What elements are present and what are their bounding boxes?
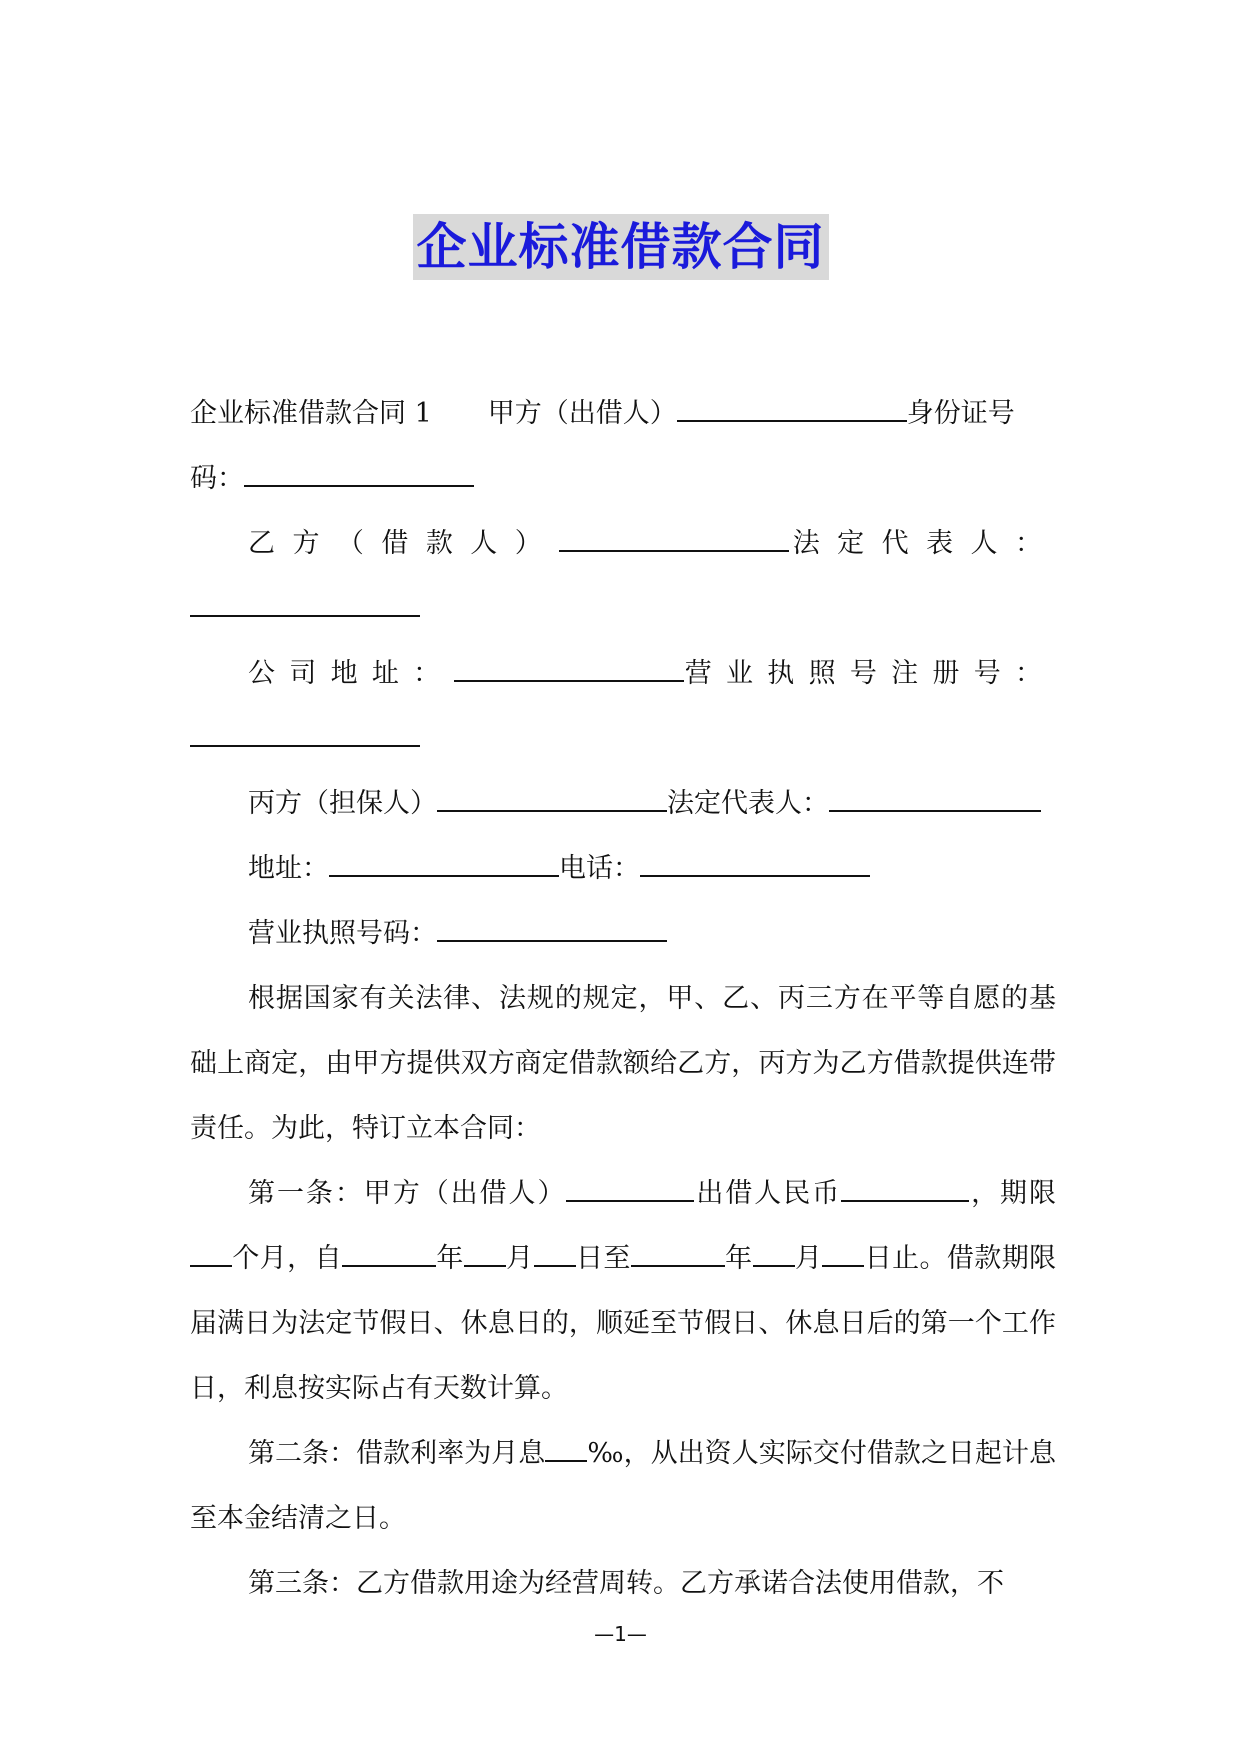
id-number-label-end: 码： bbox=[190, 463, 244, 494]
article-1-text: 年 bbox=[435, 1243, 464, 1274]
article-1-text: 个月，自 bbox=[232, 1243, 342, 1274]
months-blank[interactable] bbox=[190, 1243, 232, 1267]
article-1 bbox=[190, 1161, 1056, 1421]
party-a-name-blank[interactable] bbox=[677, 398, 907, 422]
article-2-text: ‰，从出资人实际交付借款之日起计息至本金结清之日。 bbox=[190, 1438, 1057, 1534]
party-c-label: 丙方（担保人） bbox=[248, 788, 437, 819]
page-number: —1— bbox=[594, 1622, 647, 1646]
start-day-blank[interactable] bbox=[534, 1243, 576, 1267]
document-body bbox=[190, 381, 1056, 1616]
end-day-blank[interactable] bbox=[822, 1243, 864, 1267]
phone-label: 电话： bbox=[559, 853, 640, 884]
party-c-rep-label: 法定代表人： bbox=[667, 788, 829, 819]
end-year-blank[interactable] bbox=[631, 1243, 725, 1267]
start-year-blank[interactable] bbox=[342, 1243, 436, 1267]
phone-blank[interactable] bbox=[640, 853, 870, 877]
start-month-blank[interactable] bbox=[464, 1243, 506, 1267]
party-b-rep-line bbox=[190, 576, 1056, 641]
license-reg-label: 营业执照号注册号： bbox=[684, 658, 1057, 689]
article-3: 第三条：乙方借款用途为经营周转。乙方承诺合法使用借款，不 bbox=[248, 1568, 1004, 1599]
party-b-name-blank[interactable] bbox=[559, 528, 789, 552]
article-1-text: ，期限 bbox=[969, 1178, 1057, 1209]
party-a-label: 甲方（出借人） bbox=[487, 398, 677, 429]
id-number-line bbox=[190, 446, 1056, 511]
id-number-blank[interactable] bbox=[244, 463, 474, 487]
party-c-line bbox=[190, 771, 1056, 836]
article-2 bbox=[190, 1421, 1056, 1551]
license-reg-blank[interactable] bbox=[190, 723, 420, 747]
article-1-text: 日至 bbox=[575, 1243, 631, 1274]
party-c-rep-blank[interactable] bbox=[829, 788, 1041, 812]
party-c-name-blank[interactable] bbox=[437, 788, 667, 812]
article-1-text: 月 bbox=[505, 1243, 534, 1274]
license-reg-line bbox=[190, 706, 1056, 771]
contract-label: 企业标准借款合同 1 bbox=[190, 398, 432, 429]
address-label: 地址： bbox=[248, 853, 329, 884]
id-number-label-start: 身份证号 bbox=[906, 398, 1015, 429]
license-number-blank[interactable] bbox=[437, 918, 667, 942]
article-1-text: 第一条：甲方（出借人） bbox=[248, 1178, 567, 1209]
lender-blank[interactable] bbox=[566, 1178, 694, 1202]
article-1-text: 日止。借款期限届满日为法定节假日、休息日的，顺延至节假日、休息日后的第一个工作日，利息按实际占有天数计算。 bbox=[190, 1243, 1057, 1404]
party-a-line bbox=[190, 381, 1056, 446]
title-wrap bbox=[0, 214, 1241, 280]
party-b-line bbox=[190, 511, 1056, 576]
end-month-blank[interactable] bbox=[753, 1243, 795, 1267]
license-number-label: 营业执照号码： bbox=[248, 918, 437, 949]
preamble-paragraph: 根据国家有关法律、法规的规定，甲、乙、丙三方在平等自愿的基础上商定，由甲方提供双方商定借款额给乙方，丙方为乙方借款提供连带责任。为此，特订立本合同： bbox=[190, 983, 1056, 1144]
address-blank[interactable] bbox=[329, 853, 559, 877]
article-1-text: 月 bbox=[794, 1243, 823, 1274]
party-b-label: 乙方（借款人） bbox=[248, 528, 560, 559]
amount-blank[interactable] bbox=[841, 1178, 969, 1202]
interest-rate-blank[interactable] bbox=[545, 1438, 587, 1462]
company-address-blank[interactable] bbox=[454, 658, 684, 682]
party-b-rep-blank[interactable] bbox=[190, 593, 420, 617]
party-b-rep-label: 法定代表人： bbox=[789, 528, 1057, 559]
article-1-text: 年 bbox=[724, 1243, 753, 1274]
document-title: 企业标准借款合同 bbox=[413, 214, 829, 280]
company-address-label: 公司地址： bbox=[248, 658, 455, 689]
article-1-text: 出借人民币 bbox=[694, 1178, 842, 1209]
party-c-address-line bbox=[190, 836, 1056, 901]
article-2-text: 第二条：借款利率为月息 bbox=[248, 1438, 546, 1469]
license-number-line bbox=[190, 901, 1056, 966]
company-address-line bbox=[190, 641, 1056, 706]
